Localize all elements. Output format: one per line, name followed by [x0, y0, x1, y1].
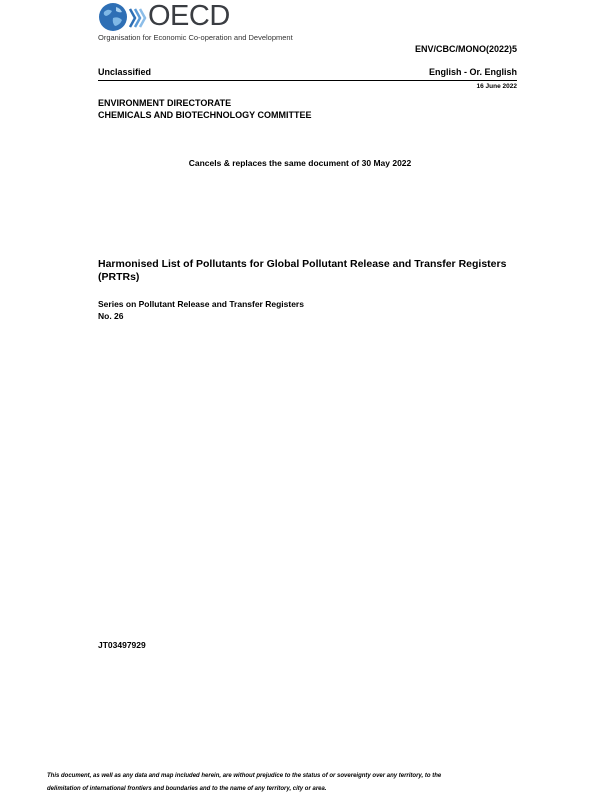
directorate-block	[98, 97, 312, 121]
classification-label: Unclassified	[98, 67, 152, 77]
document-reference: ENV/CBC/MONO(2022)5	[414, 44, 517, 54]
disclaimer-line-1: This document, as well as any data and map included herein, are without prejudice to the status of or sovereignty over any territory, to the	[47, 773, 442, 779]
series-number: No. 26	[98, 311, 124, 321]
disclaimer-line-2: delimitation of international frontiers and boundaries and to the name of any territory, city or area.	[47, 786, 327, 792]
oecd-logo	[98, 2, 318, 42]
committee-name: CHEMICALS AND BIOTECHNOLOGY COMMITTEE	[98, 110, 312, 120]
jt-code: JT03497929	[98, 640, 146, 650]
cancels-note: Cancels & replaces the same document of 30 May 2022	[188, 158, 412, 168]
language-label: English - Or. English	[428, 67, 517, 77]
logo-wordmark: OECD	[148, 0, 230, 32]
classification-row	[98, 67, 517, 81]
logo-tagline: Organisation for Economic Co-operation and Development	[98, 33, 293, 42]
oecd-globe-icon	[98, 2, 128, 32]
document-title: Harmonised List of Pollutants for Global Pollutant Release and Transfer Registers (PRTRs)	[98, 258, 507, 283]
series-name: Series on Pollutant Release and Transfer Registers	[98, 299, 304, 309]
directorate-name: ENVIRONMENT DIRECTORATE	[98, 98, 232, 108]
oecd-chevrons-icon	[129, 7, 147, 29]
document-date: 16 June 2022	[476, 83, 517, 90]
series-block	[98, 298, 304, 322]
disclaimer	[47, 770, 567, 796]
